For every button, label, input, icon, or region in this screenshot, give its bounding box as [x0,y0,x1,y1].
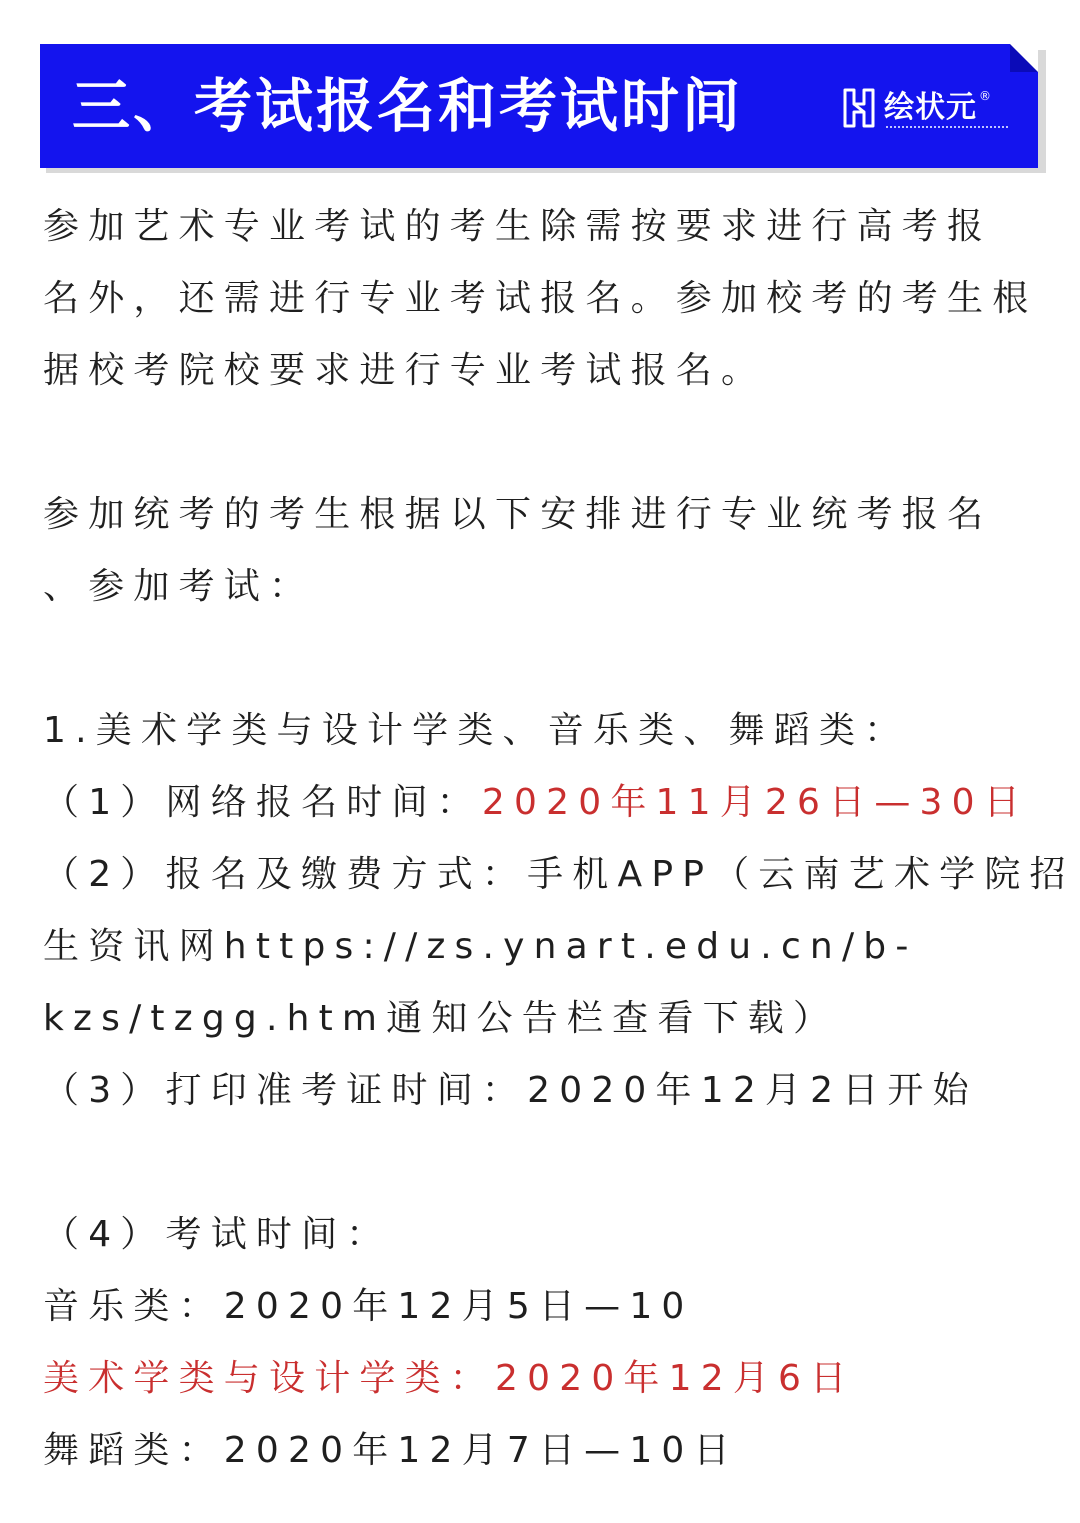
section-heading: 1.美术学类与设计学类、音乐类、舞蹈类： [43,710,910,751]
exam-time-heading: （4）考试时间： [43,1214,392,1255]
paragraph-line: 、参加考试： [43,566,315,607]
article-body [43,191,1075,1487]
paragraph-line: 名外，还需进行专业考试报名。参加校考的考生根 [43,278,1038,319]
dance-exam-time: 舞蹈类：2020年12月7日—10日 [43,1430,739,1471]
brand-underline [886,124,1008,128]
registration-time-label: （1）网络报名时间： [43,782,482,823]
paragraph-gap [43,1127,1043,1199]
brand-logo [842,84,991,132]
payment-method-line: （2）报名及缴费方式：手机APP（云南艺术学院招 [43,854,1075,895]
paragraph-line: 据校考院校要求进行专业考试报名。 [43,350,767,391]
corner-fold [1010,44,1038,72]
registered-mark: ® [979,89,991,103]
brand-h-icon [842,86,876,130]
paragraph-line: 参加艺术专业考试的考生除需按要求进行高考报 [43,206,993,247]
music-exam-time: 音乐类：2020年12月5日—10 [43,1286,694,1327]
section-title: 三、考试报名和考试时间 [72,72,744,140]
paragraph-gap [43,407,1043,479]
paragraph-line: 参加统考的考生根据以下安排进行专业统考报名 [43,494,993,535]
registration-time-value: 2020年11月26日—30日 [481,782,1029,823]
admission-ticket-line: （3）打印准考证时间：2020年12月2日开始 [43,1070,978,1111]
art-design-exam-time: 美术学类与设计学类：2020年12月6日 [43,1358,856,1399]
header-banner [40,44,1038,168]
brand-name: 绘状元 [884,90,977,125]
paragraph-gap [43,623,1043,695]
payment-method-line: kzs/tzgg.htm通知公告栏查看下载） [43,998,839,1039]
registration-time-line [43,767,1043,839]
payment-method-line: 生资讯网https://zs.ynart.edu.cn/b- [43,926,918,967]
